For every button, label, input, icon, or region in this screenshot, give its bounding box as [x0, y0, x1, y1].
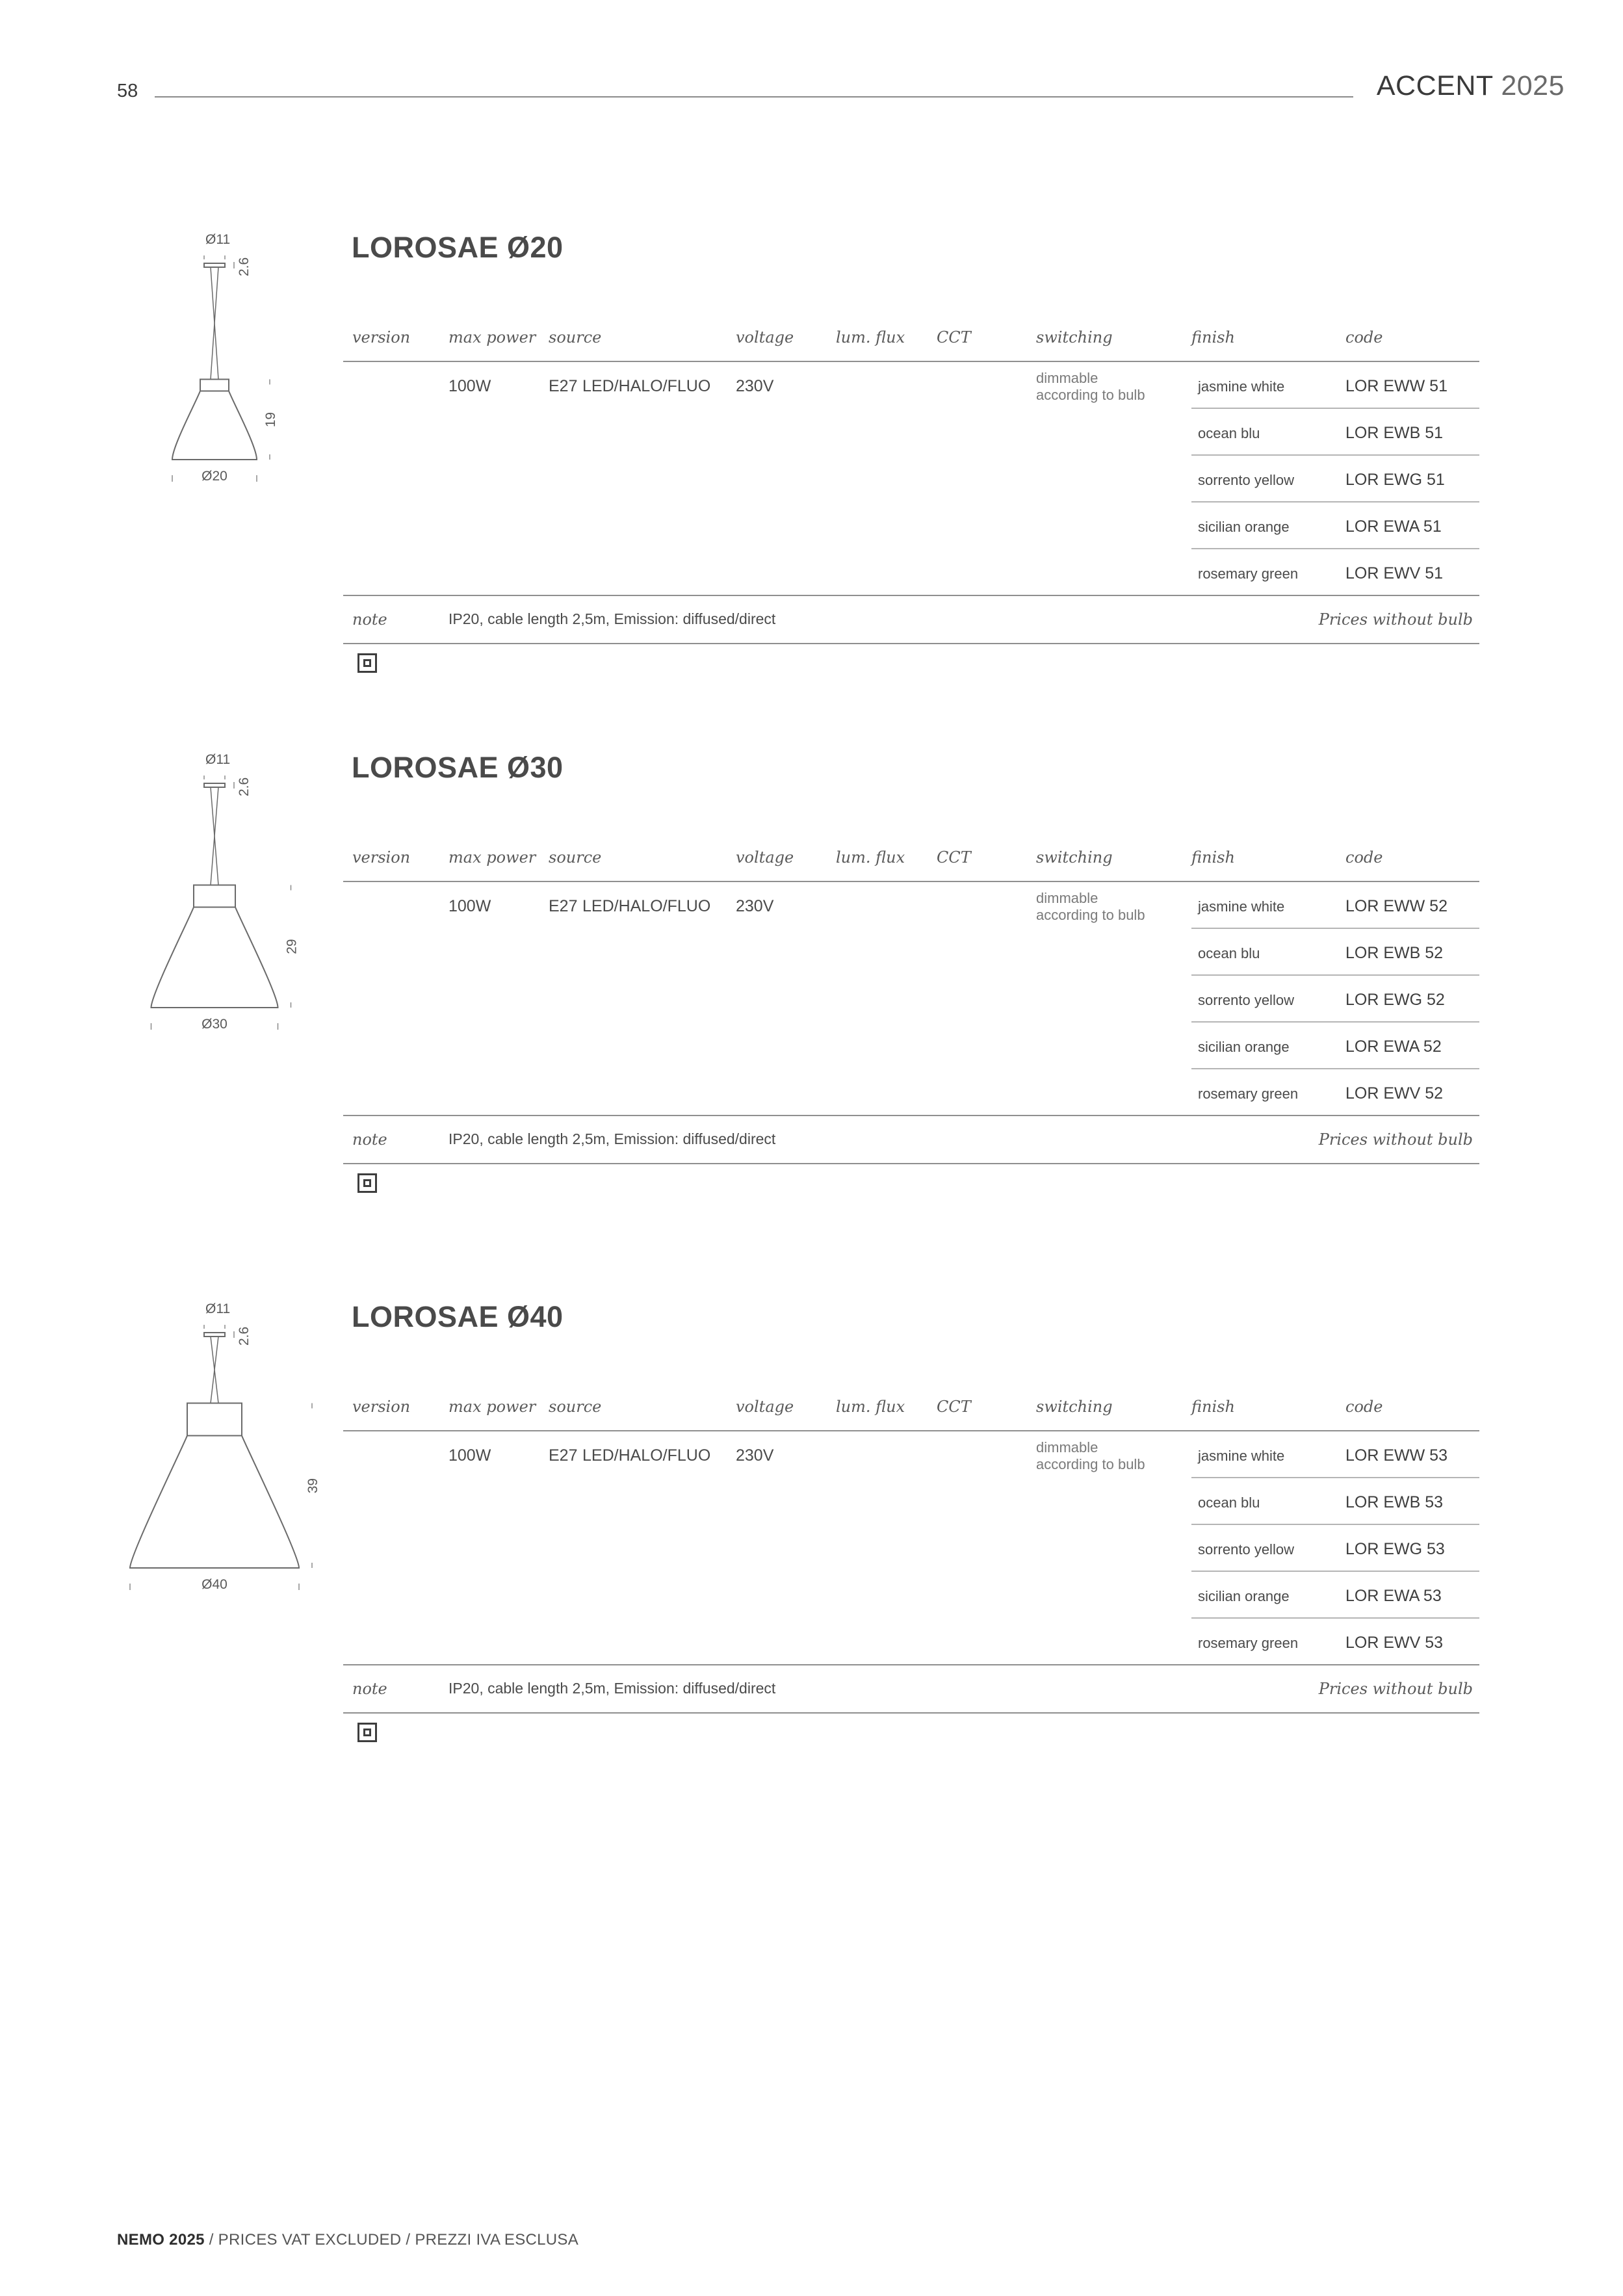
product-code: LOR EWG 51: [1345, 471, 1445, 489]
product-block: [0, 1294, 1623, 1749]
product-code: LOR EWB 52: [1345, 944, 1444, 962]
spec-table: [343, 1383, 1479, 1714]
column-header-finish: finish: [1191, 328, 1235, 346]
source-base-value: E27: [549, 897, 578, 915]
canopy: [204, 1333, 225, 1337]
prices-note: Prices without bulb: [1318, 610, 1473, 629]
lamp-drawing: [146, 224, 296, 536]
note-label: note: [352, 1130, 387, 1149]
switching-value: [1036, 890, 1145, 924]
finish-value: sicilian orange: [1198, 519, 1290, 535]
canopy-height-label: 2.6: [237, 777, 252, 796]
canopy-diameter-label: Ø11: [205, 752, 231, 767]
lamp-drawing-svg: [146, 1294, 320, 1606]
lamp-drawing: [146, 1294, 320, 1606]
canopy-diameter-label: Ø11: [205, 232, 231, 247]
table-row: [343, 362, 1479, 409]
product-code: LOR EWA 53: [1345, 1587, 1442, 1605]
double-insulation-icon: [357, 1173, 377, 1193]
column-header-switching: switching: [1036, 1398, 1113, 1416]
lamp-drawing-svg: [146, 744, 300, 1056]
voltage-value: 230V: [736, 377, 774, 395]
table-row: [343, 1069, 1479, 1116]
table-row: [343, 1023, 1479, 1069]
note-text: IP20, cable length 2,5m, Emission: diffused/direct: [448, 610, 776, 627]
source-value: LED/HALO/FLUO: [582, 1446, 711, 1465]
product-code: LOR EWA 52: [1345, 1037, 1442, 1056]
column-header-voltage: voltage: [736, 848, 794, 867]
column-header-code: code: [1345, 1398, 1383, 1416]
note-label: note: [352, 610, 387, 629]
switching-line-2: according to bulb: [1036, 907, 1145, 923]
finish-value: rosemary green: [1198, 1086, 1299, 1102]
finish-value: jasmine white: [1198, 898, 1285, 915]
canopy-height-label: 2.6: [237, 257, 252, 276]
product-code: LOR EWB 51: [1345, 424, 1444, 442]
column-header-voltage: voltage: [736, 1398, 794, 1416]
finish-value: sorrento yellow: [1198, 472, 1294, 488]
prices-note: Prices without bulb: [1318, 1130, 1473, 1149]
source-base-value: E27: [549, 1446, 578, 1465]
lamp-shade: [130, 1436, 299, 1569]
finish-value: sicilian orange: [1198, 1039, 1290, 1055]
table-row: [343, 1572, 1479, 1619]
table-row: [343, 1431, 1479, 1478]
switching-value: [1036, 1439, 1145, 1473]
switching-line-2: according to bulb: [1036, 1456, 1145, 1472]
column-header-lum-flux: lum. flux: [836, 328, 905, 346]
note-label: note: [352, 1680, 387, 1698]
column-header-finish: finish: [1191, 848, 1235, 867]
spec-table: [343, 314, 1479, 644]
source-value: LED/HALO/FLUO: [582, 377, 711, 395]
brand-name: ACCENT: [1376, 70, 1493, 101]
max-power-value: 100W: [448, 897, 491, 915]
finish-value: rosemary green: [1198, 566, 1299, 582]
product-title: LOROSAE Ø30: [352, 751, 564, 784]
header-rule: [155, 96, 1353, 98]
note-text: IP20, cable length 2,5m, Emission: diffused/direct: [448, 1130, 776, 1147]
lamp-neck: [194, 885, 235, 907]
column-header-version: version: [352, 328, 411, 346]
product-code: LOR EWV 53: [1345, 1634, 1444, 1652]
max-power-value: 100W: [448, 377, 491, 395]
product-block: [0, 224, 1623, 679]
source-base-value: E27: [549, 377, 578, 395]
product-code: LOR EWB 53: [1345, 1493, 1444, 1511]
column-header-cct: CCT: [937, 848, 971, 867]
column-header-version: version: [352, 1398, 411, 1416]
table-row: [343, 1619, 1479, 1665]
product-block: [0, 744, 1623, 1199]
column-header-voltage: voltage: [736, 328, 794, 346]
page-number: 58: [117, 81, 138, 101]
canopy-height-label: 2.6: [237, 1326, 252, 1346]
switching-line-2: according to bulb: [1036, 387, 1145, 403]
table-row: [343, 409, 1479, 456]
shade-diameter-label: Ø40: [201, 1577, 227, 1592]
canopy: [204, 783, 225, 787]
finish-value: jasmine white: [1198, 378, 1285, 395]
column-header-finish: finish: [1191, 1398, 1235, 1416]
finish-value: sorrento yellow: [1198, 992, 1294, 1008]
column-header-source: source: [549, 1398, 602, 1416]
finish-value: ocean blu: [1198, 945, 1260, 961]
shade-diameter-label: Ø30: [201, 1017, 227, 1032]
column-header-lum-flux: lum. flux: [836, 1398, 905, 1416]
footer-brand: NEMO 2025: [117, 2231, 205, 2249]
finish-value: ocean blu: [1198, 425, 1260, 441]
table-row: [343, 502, 1479, 549]
source-value: LED/HALO/FLUO: [582, 897, 711, 915]
table-row: [343, 1478, 1479, 1525]
lamp-drawing-svg: [146, 224, 296, 536]
table-header-row: [343, 314, 1479, 361]
column-header-lum-flux: lum. flux: [836, 848, 905, 867]
note-row: [343, 596, 1479, 644]
column-header-code: code: [1345, 328, 1383, 346]
spec-table: [343, 834, 1479, 1164]
switching-line-1: dimmable: [1036, 370, 1098, 386]
table-row: [343, 882, 1479, 929]
lamp-drawing: [146, 744, 300, 1056]
table-row: [343, 456, 1479, 502]
column-header-version: version: [352, 848, 411, 867]
table-row: [343, 976, 1479, 1023]
canopy-diameter-label: Ø11: [205, 1301, 231, 1316]
column-header-source: source: [549, 848, 602, 867]
shade-height-label: 29: [284, 939, 300, 954]
lamp-shade: [172, 391, 257, 460]
finish-value: sicilian orange: [1198, 1588, 1290, 1604]
column-header-source: source: [549, 328, 602, 346]
table-row: [343, 549, 1479, 596]
catalog-brand: [1377, 70, 1565, 102]
table-row: [343, 929, 1479, 976]
product-title: LOROSAE Ø40: [352, 1300, 564, 1333]
shade-height-label: 39: [305, 1478, 320, 1494]
product-code: LOR EWV 52: [1345, 1084, 1444, 1102]
switching-line-1: dimmable: [1036, 1439, 1098, 1455]
max-power-value: 100W: [448, 1446, 491, 1465]
shade-diameter-label: Ø20: [201, 469, 227, 484]
column-header-cct: CCT: [937, 328, 971, 346]
column-header-switching: switching: [1036, 328, 1113, 346]
table-row: [343, 1525, 1479, 1572]
prices-note: Prices without bulb: [1318, 1680, 1473, 1698]
product-code: LOR EWV 51: [1345, 564, 1444, 582]
lamp-neck: [200, 380, 229, 391]
voltage-value: 230V: [736, 897, 774, 915]
product-code: LOR EWA 51: [1345, 517, 1442, 536]
product-code: LOR EWW 52: [1345, 897, 1448, 915]
lamp-shade: [151, 907, 278, 1008]
lamp-neck: [187, 1403, 242, 1436]
product-code: LOR EWG 53: [1345, 1540, 1445, 1558]
column-header-switching: switching: [1036, 848, 1113, 867]
column-header-cct: CCT: [937, 1398, 971, 1416]
table-header-row: [343, 1383, 1479, 1430]
brand-year: 2025: [1501, 70, 1565, 101]
finish-value: jasmine white: [1198, 1448, 1285, 1464]
double-insulation-icon: [357, 653, 377, 673]
footer: [117, 2231, 578, 2249]
shade-height-label: 19: [263, 411, 278, 428]
note-text: IP20, cable length 2,5m, Emission: diffused/direct: [448, 1680, 776, 1697]
double-insulation-icon: [357, 1723, 377, 1742]
column-header-max-power: max power: [448, 848, 536, 867]
column-header-code: code: [1345, 848, 1383, 867]
note-row: [343, 1665, 1479, 1714]
product-code: LOR EWG 52: [1345, 991, 1445, 1009]
product-code: LOR EWW 51: [1345, 377, 1448, 395]
footer-text: / PRICES VAT EXCLUDED / PREZZI IVA ESCLUSA: [204, 2231, 579, 2249]
finish-value: rosemary green: [1198, 1635, 1299, 1651]
switching-value: [1036, 370, 1145, 404]
product-code: LOR EWW 53: [1345, 1446, 1448, 1465]
table-header-row: [343, 834, 1479, 881]
product-title: LOROSAE Ø20: [352, 231, 564, 264]
canopy: [204, 263, 225, 267]
column-header-max-power: max power: [448, 328, 536, 346]
voltage-value: 230V: [736, 1446, 774, 1465]
switching-line-1: dimmable: [1036, 890, 1098, 906]
finish-value: ocean blu: [1198, 1494, 1260, 1511]
finish-value: sorrento yellow: [1198, 1541, 1294, 1558]
note-row: [343, 1116, 1479, 1164]
column-header-max-power: max power: [448, 1398, 536, 1416]
